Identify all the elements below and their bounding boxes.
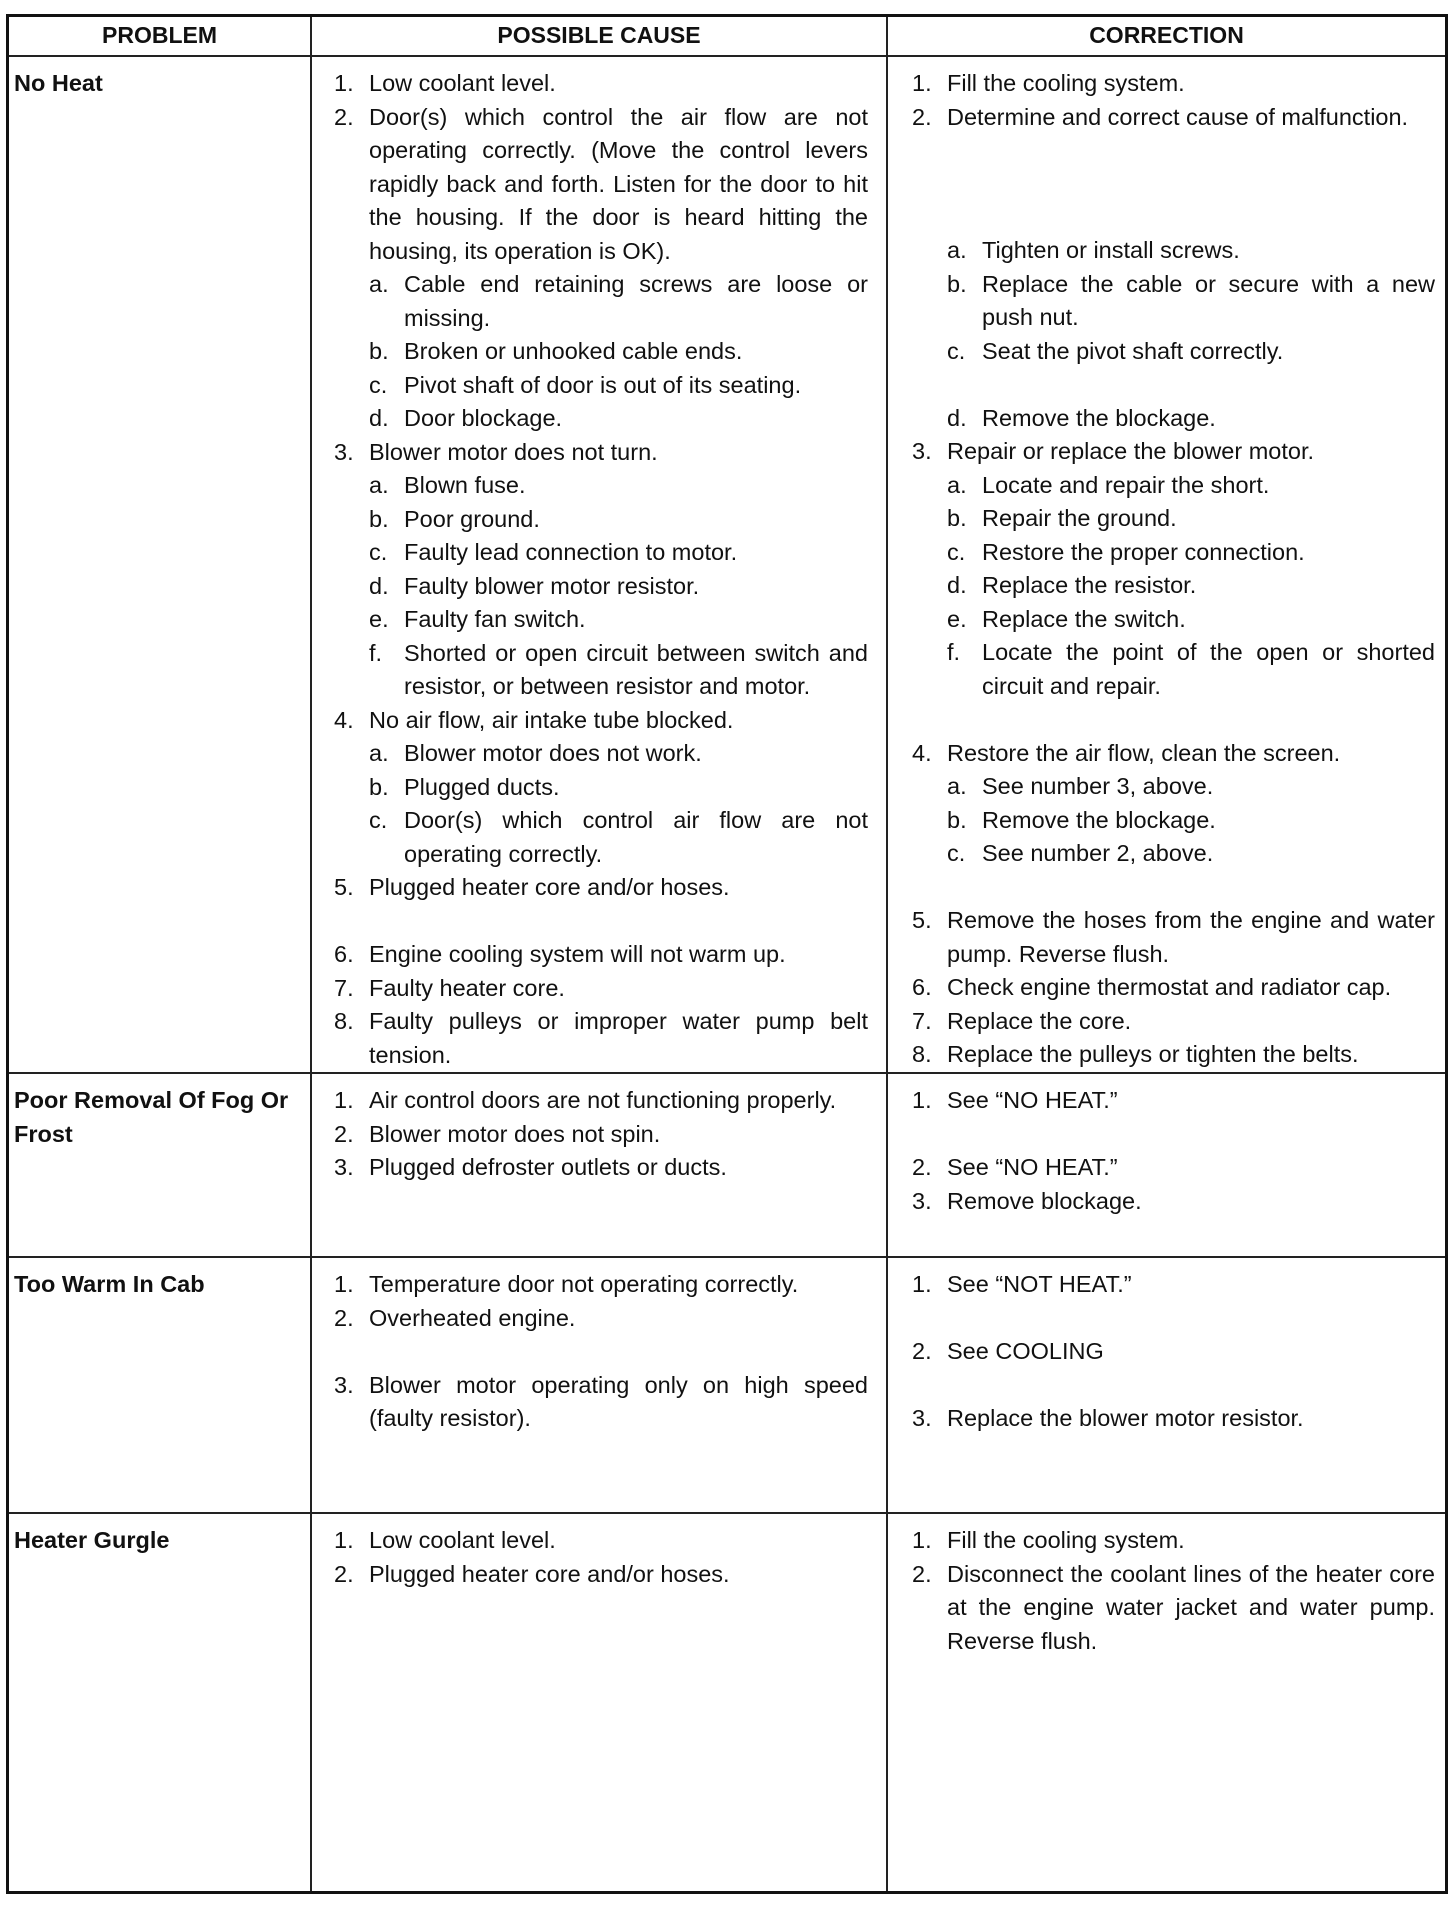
- correction-subitem: f. Locate the point of the open or shorted circuit and repair.: [947, 639, 1435, 699]
- spacer: [334, 1335, 868, 1369]
- correction-subitem: e. Replace the switch.: [947, 605, 1186, 632]
- correction-item: 2. Disconnect the coolant lines of the heater core at the engine water jacket and water pump. Reverse flush.: [912, 1560, 1435, 1654]
- correction-item: 1. See “NOT HEAT.”: [912, 1271, 1132, 1297]
- cause-item: 3. Plugged defroster outlets or ducts.: [334, 1154, 727, 1180]
- cause-subitem: c. Pivot shaft of door is out of its seating.: [369, 371, 802, 398]
- cause-subitem: e. Faulty fan switch.: [369, 606, 586, 632]
- correction-subitem: b. Repair the ground.: [947, 505, 1177, 531]
- problem-cell: No Heat: [9, 56, 311, 1073]
- correction-item: 7. Replace the core.: [912, 1007, 1132, 1034]
- troubleshooting-table-frame: [6, 14, 1448, 1894]
- correction-cell: [887, 56, 1445, 1073]
- cause-cell: [311, 1073, 887, 1257]
- cause-cell: [311, 56, 887, 1073]
- correction-item: 3. Remove blockage.: [912, 1187, 1142, 1214]
- cause-item: 8. Faulty pulleys or improper water pump belt tension.: [334, 1008, 868, 1068]
- section-too-warm-in-cab: [9, 1257, 1445, 1513]
- cause-subitem: b. Plugged ducts.: [369, 773, 560, 800]
- correction-cell: [887, 1073, 1445, 1257]
- cause-item: 2. Blower motor does not spin.: [334, 1120, 661, 1147]
- cause-subitem: a. Blower motor does not work.: [369, 740, 702, 766]
- troubleshooting-table: [9, 17, 1445, 1891]
- correction-subitem: a. Tighten or install screws.: [947, 237, 1240, 263]
- correction-item: 3. Replace the blower motor resistor.: [912, 1405, 1304, 1431]
- cause-item: 5. Plugged heater core and/or hoses.: [334, 874, 730, 900]
- correction-item: 2. Determine and correct cause of malfunction.: [912, 103, 1409, 130]
- correction-item: 8. Replace the pulleys or tighten the belts.: [912, 1041, 1359, 1067]
- correction-subitem: d. Remove the blockage.: [947, 404, 1216, 431]
- cause-subitem: b. Poor ground.: [369, 505, 540, 532]
- problem-cell: Poor Removal Of Fog Or Frost: [9, 1073, 311, 1257]
- cause-cell: [311, 1513, 887, 1891]
- spacer: [912, 1302, 1435, 1336]
- correction-item: 1. Fill the cooling system.: [912, 70, 1185, 96]
- correction-subitem: c. Seat the pivot shaft correctly.: [947, 337, 1284, 364]
- correction-item: 1. Fill the cooling system.: [912, 1527, 1185, 1553]
- correction-item: 3. Repair or replace the blower motor.: [912, 438, 1315, 464]
- cause-item: 1. Temperature door not operating correctly.: [334, 1271, 799, 1297]
- cause-item: 6. Engine cooling system will not warm up.: [334, 941, 786, 967]
- correction-subitem: d. Replace the resistor.: [947, 572, 1197, 598]
- section-poor-removal-of-fog: [9, 1073, 1445, 1257]
- cause-subitem: c. Faulty lead connection to motor.: [369, 539, 738, 565]
- cause-item: 2. Door(s) which control the air flow are not operating correctly. (Move the control levers rapidly back and forth. Listen for the door to hit the housing. If the door is heard hitting the housing, its operation is OK).: [334, 103, 868, 264]
- problem-cell: Too Warm In Cab: [9, 1257, 311, 1513]
- cause-item: 4. No air flow, air intake tube blocked.: [334, 706, 734, 733]
- header-problem: PROBLEM: [9, 17, 311, 56]
- cause-item: 1. Low coolant level.: [334, 70, 556, 96]
- cause-subitem: c. Door(s) which control air flow are not operating correctly.: [369, 807, 868, 867]
- cause-subitem: a. Blown fuse.: [369, 472, 526, 498]
- header-possible-cause: POSSIBLE CAUSE: [311, 17, 887, 56]
- correction-item: 2. See “NO HEAT.”: [912, 1154, 1118, 1180]
- cause-subitem: a. Cable end retaining screws are loose or missing.: [369, 271, 868, 331]
- cause-item: 2. Overheated engine.: [334, 1304, 576, 1331]
- correction-cell: [887, 1513, 1445, 1891]
- cause-item: 3. Blower motor does not turn.: [334, 438, 658, 465]
- correction-item: 4. Restore the air flow, clean the screen.: [912, 739, 1341, 766]
- spacer: [334, 905, 868, 939]
- correction-subitem: c. Restore the proper connection.: [947, 538, 1305, 565]
- correction-subitem: b. Replace the cable or secure with a new push nut.: [947, 270, 1435, 330]
- spacer: [912, 134, 1435, 234]
- problem-cell: Heater Gurgle: [9, 1513, 311, 1891]
- spacer: [912, 703, 1435, 737]
- correction-item: 6. Check engine thermostat and radiator cap.: [912, 974, 1392, 1000]
- header-correction: CORRECTION: [887, 17, 1445, 56]
- cause-item: 7. Faulty heater core.: [334, 974, 565, 1001]
- correction-item: 5. Remove the hoses from the engine and water pump. Reverse flush.: [912, 907, 1435, 967]
- section-heater-gurgle: [9, 1513, 1445, 1891]
- spacer: [912, 871, 1435, 905]
- cause-subitem: f. Shorted or open circuit between switch and resistor, or between resistor and motor.: [369, 639, 868, 699]
- cause-item: 2. Plugged heater core and/or hoses.: [334, 1560, 730, 1587]
- header-row: [9, 17, 1445, 56]
- cause-subitem: b. Broken or unhooked cable ends.: [369, 338, 743, 364]
- correction-cell: [887, 1257, 1445, 1513]
- correction-item: 1. See “NO HEAT.”: [912, 1087, 1118, 1113]
- correction-item: 2. See COOLING: [912, 1338, 1104, 1364]
- cause-cell: [311, 1257, 887, 1513]
- correction-subitem: a. Locate and repair the short.: [947, 471, 1270, 498]
- section-no-heat: [9, 56, 1445, 1073]
- correction-subitem: c. See number 2, above.: [947, 840, 1214, 866]
- cause-subitem: d. Door blockage.: [369, 405, 563, 431]
- cause-subitem: d. Faulty blower motor resistor.: [369, 572, 700, 599]
- spacer: [912, 368, 1435, 402]
- correction-subitem: a. See number 3, above.: [947, 773, 1214, 799]
- correction-subitem: b. Remove the blockage.: [947, 806, 1216, 833]
- cause-item: 1. Low coolant level.: [334, 1527, 556, 1553]
- spacer: [912, 1118, 1435, 1152]
- cause-item: 3. Blower motor operating only on high speed (faulty resistor).: [334, 1371, 868, 1431]
- spacer: [912, 1369, 1435, 1403]
- cause-item: 1. Air control doors are not functioning properly.: [334, 1087, 837, 1113]
